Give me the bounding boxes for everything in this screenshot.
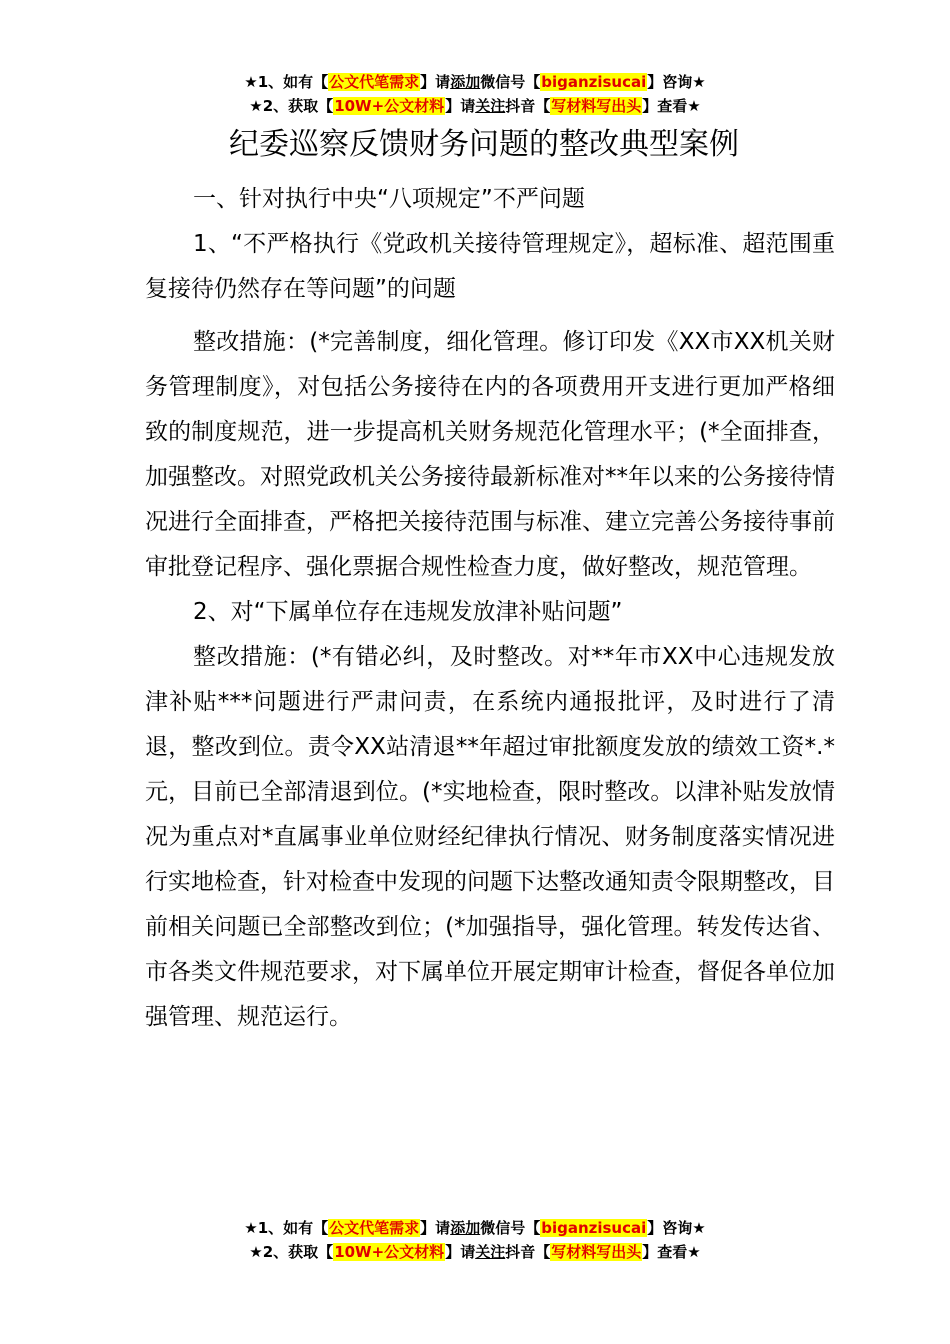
item-1-heading: 1、“不严格执行《党政机关接待管理规定》，超标准、超范围重复接待仍然存在等问题”的问题 (145, 231, 835, 302)
section-heading: 一、针对执行中央“八项规定”不严问题 (193, 186, 585, 212)
banner-text: 】咨询★ (647, 1219, 706, 1237)
banner-text: 抖音【 (505, 97, 551, 115)
banner-line-2 (0, 1240, 950, 1264)
item-2-measures: 整改措施：(*有错必纠，及时整改。对**年市XX中心违规发放津补贴***问题进行严肃问责，在系统内通报批评，及时进行了清退，整改到位。责令XX站清退**年超过审批额度发放的绩效工资*.*元，目前已全部清退到位。(*实地检查，限时整改。以津补贴发放情况为重点对*直属事业单位财经纪律执行情况、财务制度落实情况进行实地检查，针对检查中发现的问题下达整改通知责令限期整改，目前相关问题已全部整改到位；(*加强指导，强化管理。转发传达省、市各类文件规范要求，对下属单位开展定期审计检查，督促各单位加强管理、规范运行。 (145, 644, 835, 1030)
footer-banner (0, 1216, 950, 1264)
highlight-service: 公文代笔需求 (329, 1219, 420, 1237)
highlight-account: 写材料写出头 (551, 1243, 642, 1261)
banner-text: 添加 (450, 73, 481, 91)
banner-text: 添加 (450, 1219, 481, 1237)
banner-line-1 (0, 1216, 950, 1240)
item-2-heading: 2、对“下属单位存在违规发放津补贴问题” (193, 599, 623, 625)
banner-text: ★1、如有【 (244, 73, 329, 91)
document-body (145, 125, 835, 1040)
banner-text: 】请 (420, 1219, 451, 1237)
highlight-wechat-id: biganzisucai (541, 73, 647, 91)
banner-text: 关注 (475, 97, 506, 115)
banner-text: 抖音【 (505, 1243, 551, 1261)
highlight-wechat-id: biganzisucai (541, 1219, 647, 1237)
banner-text: 】请 (445, 1243, 476, 1261)
document-title: 纪委巡察反馈财务问题的整改典型案例 (229, 127, 739, 162)
banner-text: 微信号【 (480, 1219, 541, 1237)
header-banner (0, 70, 950, 118)
item-1-measures: 整改措施：(*完善制度，细化管理。修订印发《XX市XX机关财务管理制度》，对包括公务接待在内的各项费用开支进行更加严格细致的制度规范，进一步提高机关财务规范化管理水平；(*全面排查，加强整改。对照党政机关公务接待最新标准对**年以来的公务接待情况进行全面排查，严格把关接待范围与标准、建立完善公务接待事前审批登记程序、强化票据合规性检查力度，做好整改，规范管理。 (145, 329, 835, 580)
highlight-account: 写材料写出头 (551, 97, 642, 115)
banner-text: 关注 (475, 1243, 506, 1261)
banner-text: 】请 (445, 97, 476, 115)
highlight-materials: 10W+公文材料 (334, 97, 445, 115)
banner-text: ★2、获取【 (249, 97, 334, 115)
banner-text: 】查看★ (642, 97, 701, 115)
banner-line-2 (0, 94, 950, 118)
banner-text: ★1、如有【 (244, 1219, 329, 1237)
banner-text: 】查看★ (642, 1243, 701, 1261)
banner-text: ★2、获取【 (249, 1243, 334, 1261)
banner-line-1 (0, 70, 950, 94)
banner-text: 】请 (420, 73, 451, 91)
highlight-service: 公文代笔需求 (329, 73, 420, 91)
banner-text: 】咨询★ (647, 73, 706, 91)
highlight-materials: 10W+公文材料 (334, 1243, 445, 1261)
banner-text: 微信号【 (480, 73, 541, 91)
